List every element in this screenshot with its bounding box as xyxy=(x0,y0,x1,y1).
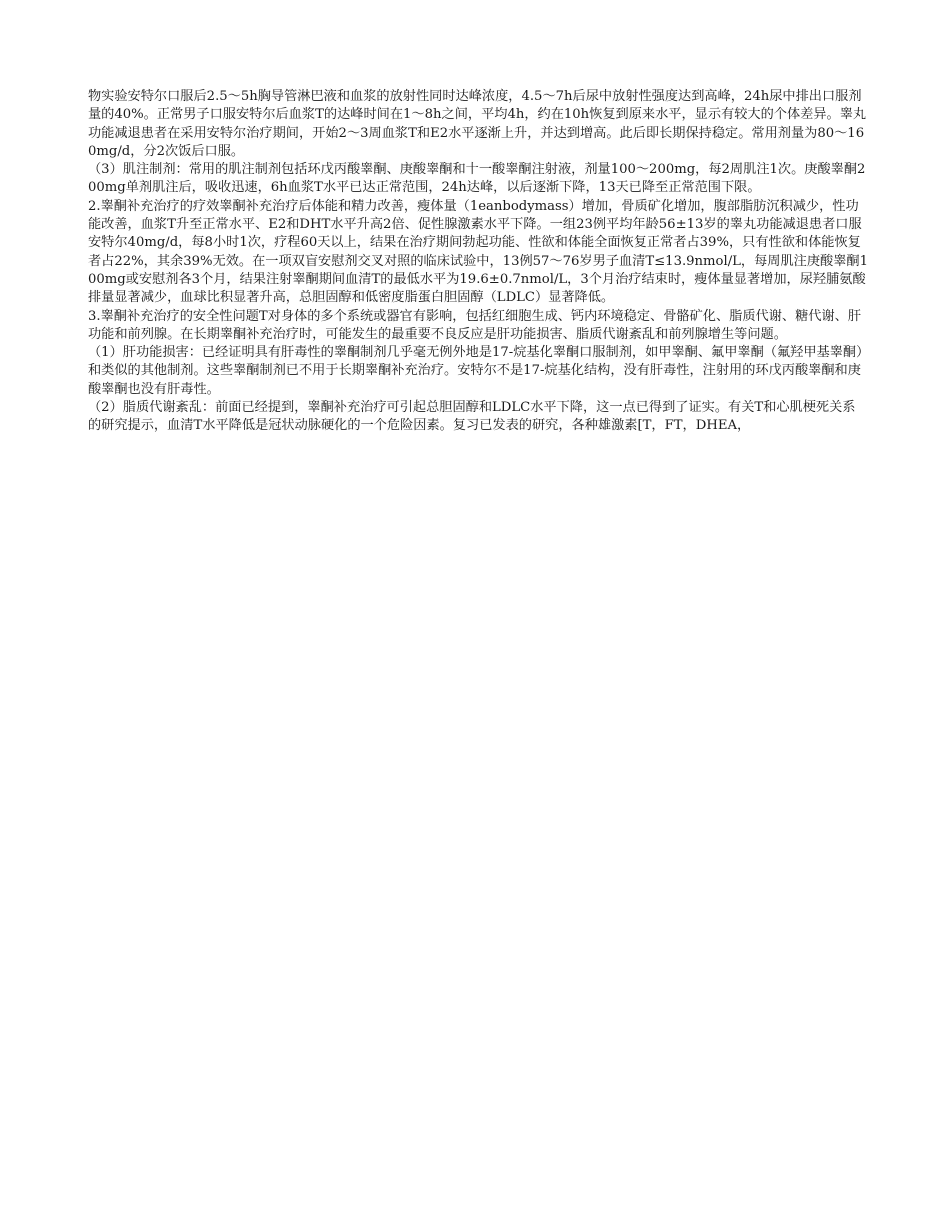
paragraph-liver-damage: （1）肝功能损害：已经证明具有肝毒性的睾酮制剂几乎毫无例外地是17-烷基化睾酮口服制剂，如甲睾酮、氟甲睾酮（氟羟甲基睾酮）和类似的其他制剂。这些睾酮制剂已不用于长期睾酮补充治疗。安特尔不是17-烷基化结构，没有肝毒性，注射用的环戊丙酸睾酮和庚酸睾酮也没有肝毒性。 xyxy=(88,345,863,397)
paragraph-pharmacokinetics-oral: 物实验安特尔口服后2.5～5h胸导管淋巴液和血浆的放射性同时达峰浓度，4.5～7h后尿中放射性强度达到高峰，24h尿中排出口服剂量的40%。正常男子口服安特尔后血浆T的达峰时间在1～8h之间，平均4h，约在10h恢复到原来水平，显示有较大的个体差异。睾丸功能减退患者在采用安特尔治疗期间，开始2～3周血浆T和E2水平逐渐上升，并达到增高。此后即长期保持稳定。常用剂量为80～160mg/d，分2次饭后口服。 xyxy=(88,89,867,159)
paragraph-efficacy: 2.睾酮补充治疗的疗效睾酮补充治疗后体能和精力改善，瘦体量（1eanbodymass）增加，骨质矿化增加，腹部脂肪沉积减少，性功能改善，血浆T升至正常水平、E2和DHT水平升高2倍、促性腺激素水平下降。一组23例平均年龄56±13岁的睾丸功能减退患者口服安特尔40mg/d，每8小时1次，疗程60天以上，结果在治疗期间勃起功能、性欲和体能全面恢复正常者占39%，只有性欲和体能恢复者占22%，其余39%无效。在一项双盲安慰剂交叉对照的临床试验中，13例57～76岁男子血清T≤13.9nmol/L，每周肌注庚酸睾酮100mg或安慰剂各3个月，结果注射睾酮期间血清T的最低水平为19.6±0.7nmol/L，3个月治疗结束时，瘦体量显著增加，尿羟脯氨酸排量显著减少，血球比积显著升高，总胆固醇和低密度脂蛋白胆固醇（LDLC）显著降低。 xyxy=(88,198,868,306)
paragraph-safety: 3.睾酮补充治疗的安全性问题T对身体的多个系统或器官有影响，包括红细胞生成、钙内环境稳定、骨骼矿化、脂质代谢、糖代谢、肝功能和前列腺。在长期睾酮补充治疗时，可能发生的最重要不良反应是肝功能损害、脂质代谢紊乱和前列腺增生等问题。 xyxy=(88,308,862,342)
document-body xyxy=(88,88,868,436)
paragraph-lipid-metabolism: （2）脂质代谢紊乱：前面已经提到，睾酮补充治疗可引起总胆固醇和LDLC水平下降，这一点已得到了证实。有关T和心肌梗死关系的研究提示，血清T水平降低是冠状动脉硬化的一个危险因素。复习已发表的研究，各种雄激素[T，FT，DHEA， xyxy=(88,400,856,434)
paragraph-intramuscular-preparations: （3）肌注制剂：常用的肌注制剂包括环戊丙酸睾酮、庚酸睾酮和十一酸睾酮注射液，剂量100～200mg，每2周肌注1次。庚酸睾酮200mg单剂肌注后，吸收迅速，6h血浆T水平已达正常范围，24h达峰，以后逐渐下降，13天已降至正常范围下限。 xyxy=(88,162,866,196)
